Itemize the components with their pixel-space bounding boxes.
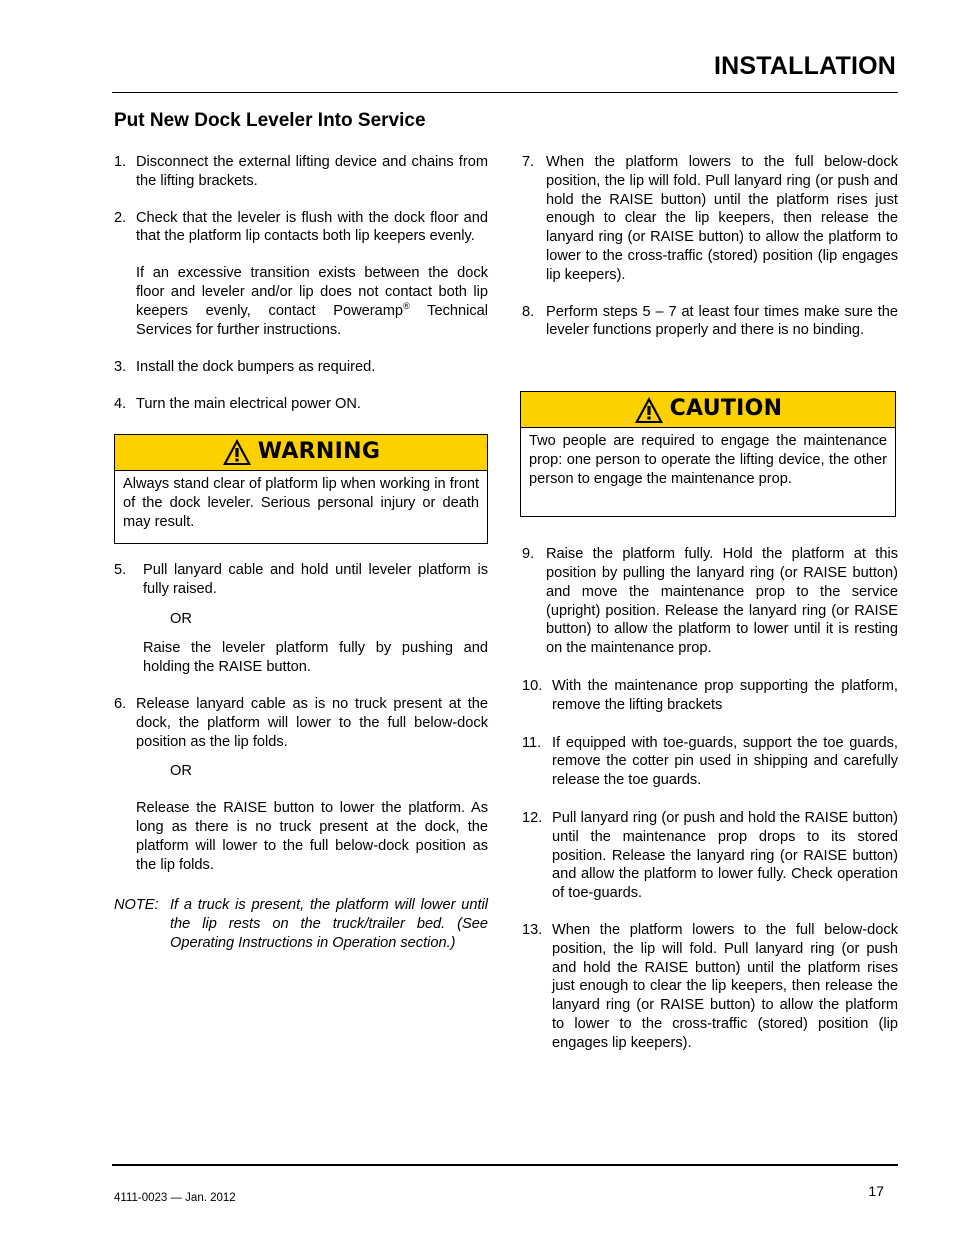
- step-6: [114, 695, 488, 874]
- step-number: 10.: [522, 677, 543, 694]
- step-2: [114, 209, 488, 340]
- step-4: [114, 395, 488, 414]
- left-column: [114, 153, 488, 953]
- warning-banner: [115, 435, 487, 471]
- section-title: Put New Dock Leveler Into Service: [114, 110, 426, 131]
- step-2-extra: [136, 264, 488, 339]
- page-number: 17: [868, 1183, 884, 1199]
- caution-box: [520, 391, 896, 517]
- step-text: Disconnect the external lifting device and chains from the lifting brackets.: [136, 154, 488, 189]
- step-number: 8.: [522, 303, 535, 320]
- step-text: When the platform lowers to the full below-dock position, the lip will fold. Pull lanyard ring (or push and hold the RAISE button) until the platform rises just enough to clear the lip keepers, then release the lanyard ring (or RAISE button) to allow the platform to lower to the cross-traffic (stored) position (lip engages lip keepers).: [546, 154, 898, 283]
- step-number: 5.: [114, 561, 127, 578]
- step-text: Turn the main electrical power ON.: [136, 396, 361, 413]
- step-number: 1.: [114, 154, 127, 170]
- extra-text-a: If an excessive transition exists between the dock floor and leveler and/or lip does not contact both lip keepers evenly, contact Poweramp: [136, 265, 488, 319]
- step-text: Pull lanyard ring (or push and hold the RAISE button) until the maintenance prop drops to its stored position. Release the lanyard ring (or RAISE button) and allow the platform to lower fully. Check operation of toe-guards.: [552, 809, 898, 902]
- step-number: 11.: [522, 734, 542, 751]
- caution-word: CAUTION: [669, 396, 783, 422]
- step-13: [522, 921, 898, 1053]
- step-9: [522, 545, 898, 658]
- step-number: 7.: [522, 154, 535, 170]
- caution-banner: [521, 392, 895, 428]
- step-number: 2.: [114, 209, 127, 226]
- step-10: [522, 677, 898, 715]
- document-id: 4111-0023 — Jan. 2012: [114, 1192, 236, 1204]
- step-number: 9.: [522, 546, 535, 563]
- step-text: Release lanyard cable as is no truck present at the dock, the platform will lower to the full below-dock position as the lip folds.: [136, 695, 488, 750]
- right-column: [522, 153, 898, 1053]
- step-number: 6.: [114, 695, 127, 712]
- note-label: NOTE:: [114, 897, 159, 914]
- step-alt-text: Raise the leveler platform fully by pushing and holding the RAISE button.: [143, 640, 488, 676]
- or-label: OR: [170, 610, 192, 627]
- warning-word: WARNING: [257, 439, 381, 465]
- page-header-title: INSTALLATION: [713, 52, 896, 80]
- step-number: 13.: [522, 921, 543, 938]
- warning-triangle-icon: [634, 395, 664, 425]
- step-7: [522, 153, 898, 285]
- or-label: OR: [170, 763, 192, 780]
- registered-mark: ®: [403, 300, 410, 311]
- footer-rule: [112, 1164, 898, 1166]
- stray-dot: [486, 446, 487, 447]
- step-number: 12.: [522, 809, 543, 826]
- extra-text-b: Technical Services for further instructions.: [136, 302, 489, 338]
- warning-text: Always stand clear of platform lip when working in front of the dock leveler. Serious personal injury or death may result.: [123, 475, 479, 530]
- caution-text: Two people are required to engage the maintenance prop: one person to operate the lifting device, the other person to engage the maintenance prop.: [529, 433, 887, 487]
- note-text: If a truck is present, the platform will lower until the lip rests on the truck/trailer bed. (See Operating Instructions in Operation section.): [170, 897, 488, 951]
- step-text: When the platform lowers to the full below-dock position, the lip will fold. Pull lanyard ring (or push and hold the RAISE button) until the platform rises just enough to clear the lip keepers, then release the lanyard ring (or RAISE button) to allow the platform to lower to the cross-traffic (stored) position (lip engages lip keepers).: [552, 921, 898, 1051]
- step-1: [114, 153, 488, 191]
- step-text: Check that the leveler is flush with the dock floor and that the platform lip contacts both lip keepers evenly.: [136, 209, 488, 245]
- step-alt-text: Release the RAISE button to lower the platform. As long as there is no truck present at the dock, the platform will lower to the full below-dock position as the lip folds.: [136, 800, 488, 873]
- note: [114, 896, 488, 952]
- step-text: Perform steps 5 – 7 at least four times make sure the leveler functions properly and there is no binding.: [546, 303, 898, 339]
- header-rule: [112, 92, 898, 93]
- step-5: [114, 561, 488, 677]
- step-3: [114, 358, 488, 377]
- step-number: 4.: [114, 396, 127, 413]
- step-11: [522, 734, 898, 790]
- step-text: Raise the platform fully. Hold the platform at this position by pulling the lanyard ring (or RAISE button) and move the maintenance prop to the service (upright) position. Release the lanyard ring (or RAISE button) to allow the platform to lower until it is resting on the maintenance prop.: [546, 546, 898, 657]
- step-text: Pull lanyard cable and hold until leveler platform is fully raised.: [143, 561, 488, 597]
- warning-box: [114, 434, 488, 544]
- step-text: With the maintenance prop supporting the platform, remove the lifting brackets: [552, 677, 898, 713]
- step-text: If equipped with toe-guards, support the toe guards, remove the cotter pin used in shipping and carefully release the toe guards.: [552, 734, 898, 789]
- step-text: Install the dock bumpers as required.: [136, 359, 376, 376]
- warning-triangle-icon: [222, 437, 252, 467]
- step-12: [522, 809, 898, 903]
- step-8: [522, 303, 898, 341]
- step-number: 3.: [114, 359, 127, 376]
